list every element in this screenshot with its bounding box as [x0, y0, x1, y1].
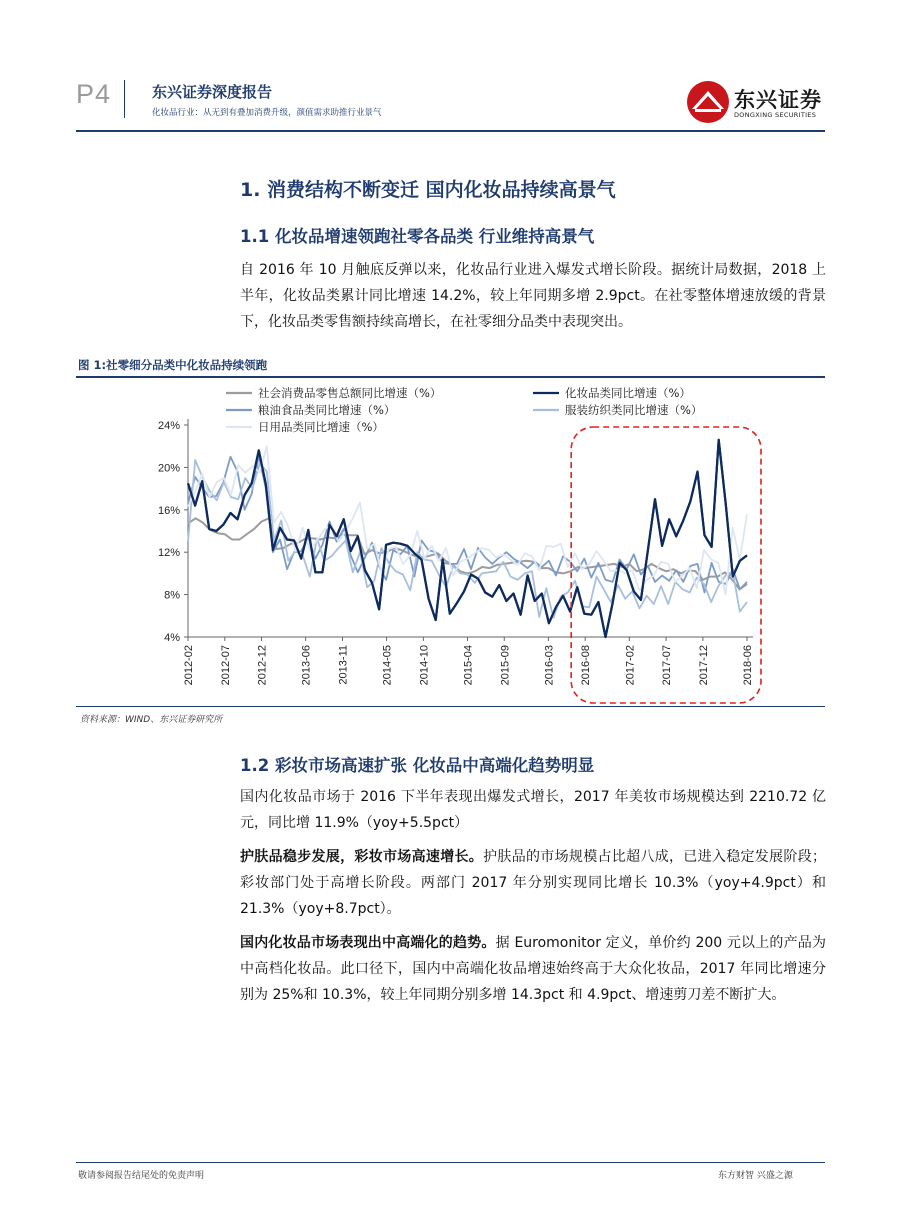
series-line: [188, 518, 747, 589]
x-tick-label: 2013-11: [337, 645, 350, 685]
x-tick-label: 2015-09: [499, 645, 512, 686]
x-tick-label: 2013-06: [300, 645, 313, 686]
legend-label: 社会消费品零售总额同比增速（%）: [258, 386, 442, 400]
x-tick-label: 2014-10: [418, 645, 431, 686]
section-heading-1-1: 1.1 化妆品增速领跑社零各品类 行业维持高景气: [240, 227, 595, 246]
y-tick-label: 8%: [164, 589, 180, 602]
footer-rule: [76, 1162, 825, 1163]
section-heading-1: 1. 消费结构不断变迁 国内化妆品持续高景气: [240, 179, 616, 201]
header-divider: [124, 80, 125, 118]
paragraph-3-body: 护肤品的市场规模占比超八成，已进入稳定发展阶段；彩妆部门处于高增长阶段。两部门 2017 年分别实现同比增长 10.3%（yoy+4.9pct）和 21.3%（yoy+8.7pct）。: [240, 849, 827, 917]
footer-disclaimer: 敬请参阅报告结尾处的免责声明: [78, 1171, 205, 1181]
logo-text-cn: 东兴证券: [734, 88, 822, 112]
paragraph-4-lead: 国内化妆品市场表现出中高端化的趋势。: [240, 935, 496, 951]
legend-label: 日用品类同比增速（%）: [258, 420, 384, 434]
x-tick-label: 2016-08: [580, 645, 593, 686]
series-line-highlight: [188, 440, 747, 637]
y-tick-label: 12%: [157, 547, 180, 560]
paragraph-3-lead: 护肤品稳步发展，彩妆市场高速增长。: [240, 849, 484, 865]
line-chart: [76, 380, 825, 705]
paragraph-4-body: 据 Euromonitor 定义，单价约 200 元以上的产品为中高档化妆品。此口径下，国内中高端化妆品增速始终高于大众化妆品，2017 年同比增速分别为 25%和 10.3%，较上年同期分别多增 14.3pct 和 4.9pct、增速剪刀差不断扩大。: [240, 935, 827, 1003]
y-tick-label: 24%: [157, 420, 180, 432]
legend-label: 化妆品类同比增速（%）: [565, 386, 691, 400]
y-tick-label: 4%: [164, 632, 180, 644]
figure-rule-bottom: [76, 706, 825, 707]
figure-title: 图 1:社零细分品类中化妆品持续领跑: [78, 358, 268, 372]
legend-label: 粮油食品类同比增速（%）: [258, 403, 396, 417]
x-tick-label: 2018-06: [742, 645, 754, 686]
figure-rule-top: [76, 376, 825, 378]
logo-text-en: DONGXING SECURITIES: [734, 111, 817, 119]
paragraph-1: 自 2016 年 10 月触底反弹以来，化妆品行业进入爆发式增长阶段。据统计局数据，2018 上半年，化妆品类累计同比增速 14.2%，较上年同期多增 2.9pct。在社零整体增速放缓的背景下，化妆品类零售额持续高增长，在社零细分品类中表现突出。: [240, 262, 826, 330]
header-rule: [76, 130, 825, 132]
x-tick-label: 2017-12: [697, 645, 710, 686]
x-tick-label: 2012-02: [183, 645, 195, 686]
x-tick-label: 2014-05: [381, 645, 394, 686]
paragraph-4: [240, 930, 826, 1008]
y-tick-label: 20%: [157, 462, 180, 475]
report-subtitle: 化妆品行业：从无到有叠加消费升级，颜值需求助推行业景气: [152, 108, 382, 118]
y-tick-label: 16%: [157, 504, 180, 517]
x-tick-label: 2017-02: [624, 645, 637, 686]
legend-label: 服装纺织类同比增速（%）: [565, 403, 703, 417]
report-title: 东兴证券深度报告: [152, 83, 273, 101]
x-tick-label: 2016-03: [543, 645, 556, 686]
x-tick-label: 2017-07: [661, 645, 674, 686]
x-tick-label: 2015-04: [462, 645, 475, 686]
page-number: P4: [76, 79, 112, 109]
x-tick-label: 2012-07: [219, 645, 232, 686]
paragraph-2: 国内化妆品市场于 2016 下半年表现出爆发式增长，2017 年美妆市场规模达到 2210.72 亿元，同比增 11.9%（yoy+5.5pct）: [240, 789, 826, 831]
x-tick-label: 2012-12: [256, 645, 269, 686]
section-heading-1-2: 1.2 彩妆市场高速扩张 化妆品中高端化趋势明显: [240, 756, 595, 775]
figure-source: 资料来源：WIND、东兴证券研究所: [80, 715, 223, 725]
footer-slogan: 东方财智 兴盛之源: [718, 1171, 793, 1181]
paragraph-3: [240, 844, 826, 922]
